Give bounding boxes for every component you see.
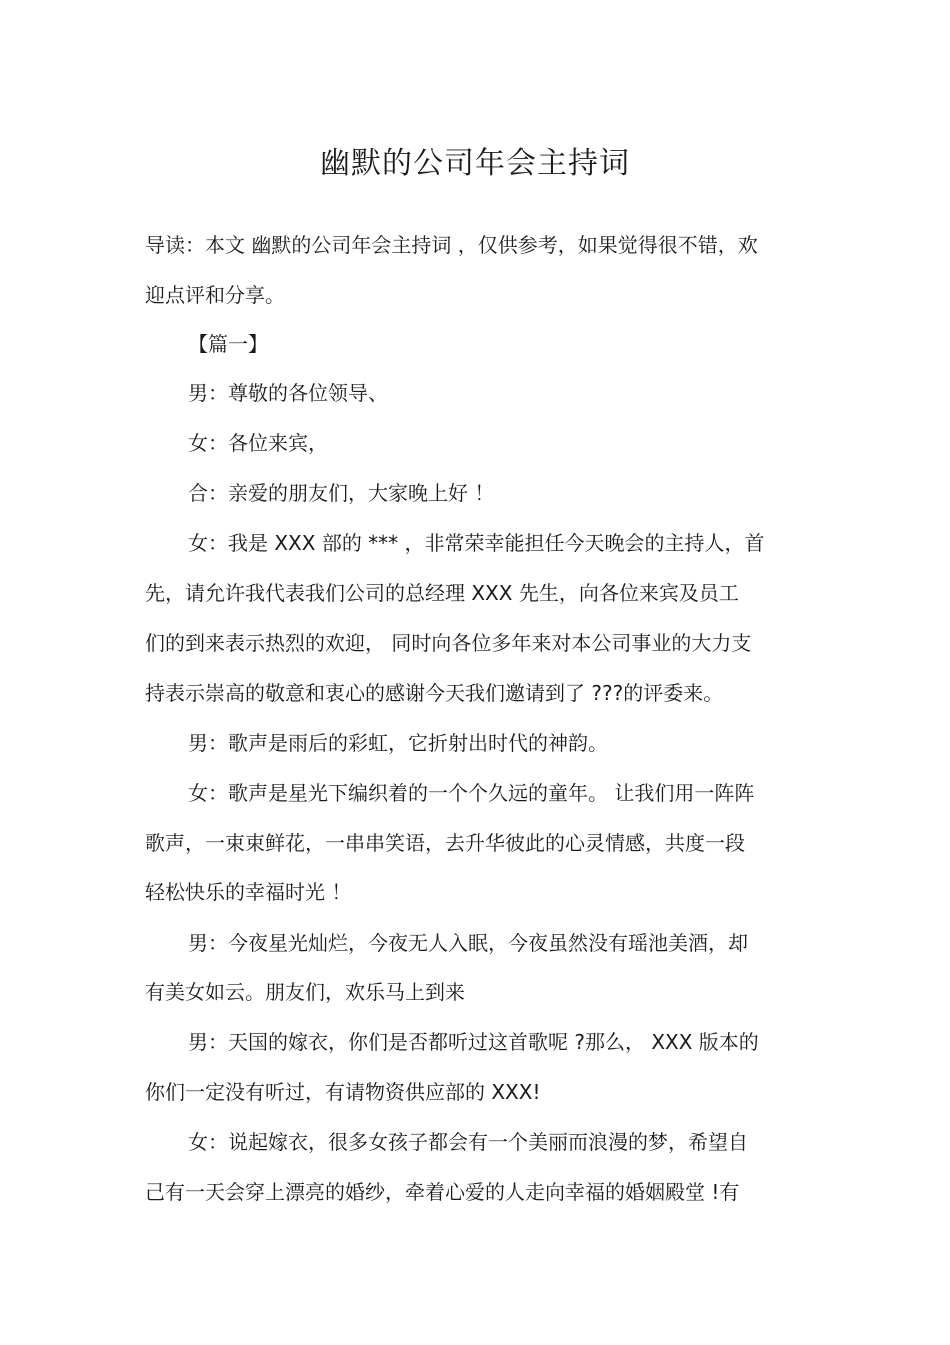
paragraph-line: 男：天国的嫁衣，你们是否都听过这首歌呢 ?那么， XXX 版本的 xyxy=(188,1030,759,1054)
paragraph-line: 有美女如云。朋友们，欢乐马上到来 xyxy=(145,980,465,1004)
paragraph-line: 合：亲爱的朋友们，大家晚上好 ！ xyxy=(188,481,495,505)
document-title: 幽默的公司年会主持词 xyxy=(320,146,630,181)
paragraph-line: 们的到来表示热烈的欢迎， 同时向各位多年来对本公司事业的大力支 xyxy=(145,631,752,655)
paragraph-line: 持表示崇高的敬意和衷心的感谢今天我们邀请到了 ???的评委来。 xyxy=(145,681,724,705)
intro-line-2: 迎点评和分享。 xyxy=(145,283,285,307)
intro-line-1: 导读：本文 幽默的公司年会主持词 ，仅供参考，如果觉得很不错，欢 xyxy=(145,233,758,257)
section-heading: 【篇一】 xyxy=(188,332,268,356)
paragraph-line: 女：说起嫁衣，很多女孩子都会有一个美丽而浪漫的梦，希望自 xyxy=(188,1130,748,1154)
paragraph-line: 女：我是 XXX 部的 *** ，非常荣幸能担任今天晚会的主持人，首 xyxy=(188,531,765,555)
paragraph-line: 男：歌声是雨后的彩虹，它折射出时代的神韵。 xyxy=(188,731,608,755)
paragraph-line: 轻松快乐的幸福时光 ！ xyxy=(145,880,352,904)
paragraph-line: 歌声，一束束鲜花，一串串笑语，去升华彼此的心灵情感，共度一段 xyxy=(145,831,745,855)
paragraph-line: 先，请允许我代表我们公司的总经理 XXX 先生，向各位来宾及员工 xyxy=(145,581,739,605)
paragraph-line: 女：各位来宾， xyxy=(188,431,328,455)
paragraph-line: 男：尊敬的各位领导、 xyxy=(188,381,388,405)
paragraph-line: 男：今夜星光灿烂，今夜无人入眠，今夜虽然没有瑶池美酒，却 xyxy=(188,931,748,955)
paragraph-line: 你们一定没有听过，有请物资供应部的 XXX! xyxy=(145,1080,541,1104)
paragraph-line: 女：歌声是星光下编织着的一个个久远的童年。 让我们用一阵阵 xyxy=(188,781,755,805)
paragraph-line: 己有一天会穿上漂亮的婚纱，牵着心爱的人走向幸福的婚姻殿堂 !有 xyxy=(145,1180,740,1204)
